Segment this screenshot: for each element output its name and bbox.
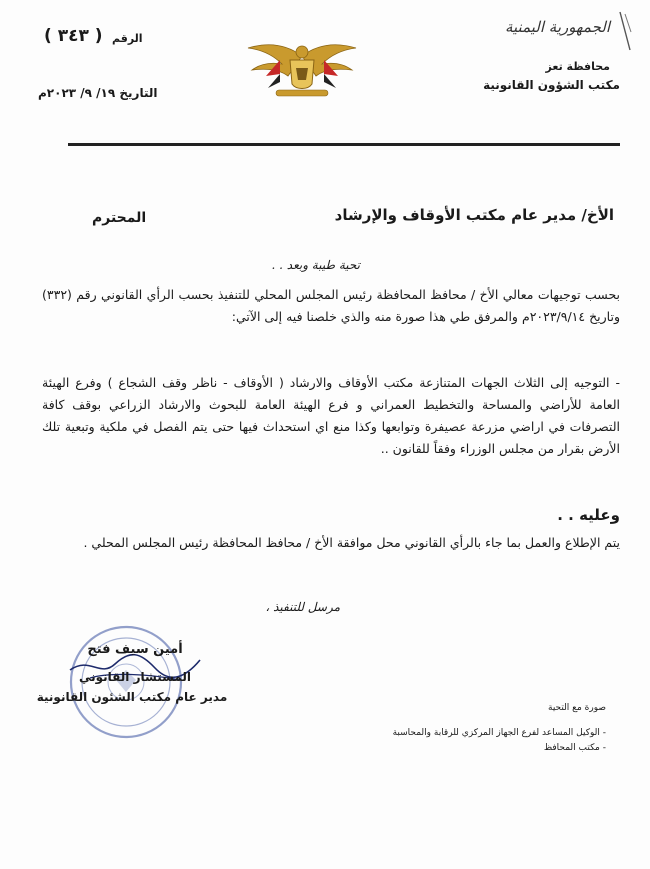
copies-list bbox=[393, 726, 606, 756]
governorate-name: محافظة تعز bbox=[545, 60, 610, 73]
pen-mark-icon bbox=[618, 10, 632, 52]
body-paragraph-1: بحسب توجيهات معالي الأخ / محافظ المحافظة رئيس المجلس المحلي للتنفيذ بحسب الرأي القانوني رقم (٣٣٢) وتاريخ ٢٠٢٣/٩/١٤م والمرفق طي هذا صورة منه والذي خلصنا فيه إلى الآتي: bbox=[42, 287, 620, 324]
body-paragraph-2: - التوجيه إلى الثلاث الجهات المتنازعة مكتب الأوقاف والارشاد ( الأوقاف - ناظر وقف الشجاع ) وفرع الهيئة العامة للأراضي والمساحة والتخطيط العمراني و فرع الهيئة العامة للبحوث والارشاد الزراعي بوقف كافة التصرفات في اراضي مزرعة عصيفرة وتوابعها وكذا منع اي استحداث فيها حتى يتم الفصل في ملكية وتبعية تلك الأرض بقرار من مجلس الوزراء وفقاً للقانون .. bbox=[42, 375, 620, 456]
reference-label: الرقم bbox=[112, 32, 143, 45]
honorific: المحترم bbox=[92, 210, 147, 226]
body-paragraph-3: يتم الإطلاع والعمل بما جاء بالرأي القانوني محل موافقة الأخ / محافظ المحافظة رئيس المجلس المحلي . bbox=[83, 535, 620, 550]
signatory-name: أمين سيف فتح bbox=[87, 642, 183, 657]
copy-recipient-1: - الوكيل المساعد لفرع الجهاز المركزي للرقابة والمحاسبة bbox=[393, 726, 606, 741]
copies-heading: صورة مع التحية bbox=[548, 703, 606, 713]
addressee: الأخ/ مدير عام مكتب الأوقاف والإرشاد bbox=[334, 206, 614, 224]
conclusion-heading: وعليه . . bbox=[557, 506, 620, 524]
letter-date: التاريخ ١٩/ ٩/ ٢٠٢٣م bbox=[38, 86, 158, 100]
signatory-title: المستشار القانوني bbox=[78, 670, 191, 684]
office-name: مكتب الشؤون القانونية bbox=[483, 78, 620, 92]
reference-number: ( ٣٤٣ ) bbox=[44, 26, 103, 46]
copy-recipient-2: - مكتب المحافظ bbox=[393, 741, 606, 756]
republic-title: الجمهورية اليمنية bbox=[504, 18, 610, 36]
header-divider bbox=[68, 143, 620, 146]
sent-for-execution: مرسل للتنفيذ ، bbox=[265, 600, 340, 614]
signatory-office: مدير عام مكتب الشئون القانونية bbox=[36, 690, 228, 704]
national-emblem-icon bbox=[246, 38, 358, 100]
greeting: تحية طيبة وبعد . . bbox=[271, 258, 360, 272]
